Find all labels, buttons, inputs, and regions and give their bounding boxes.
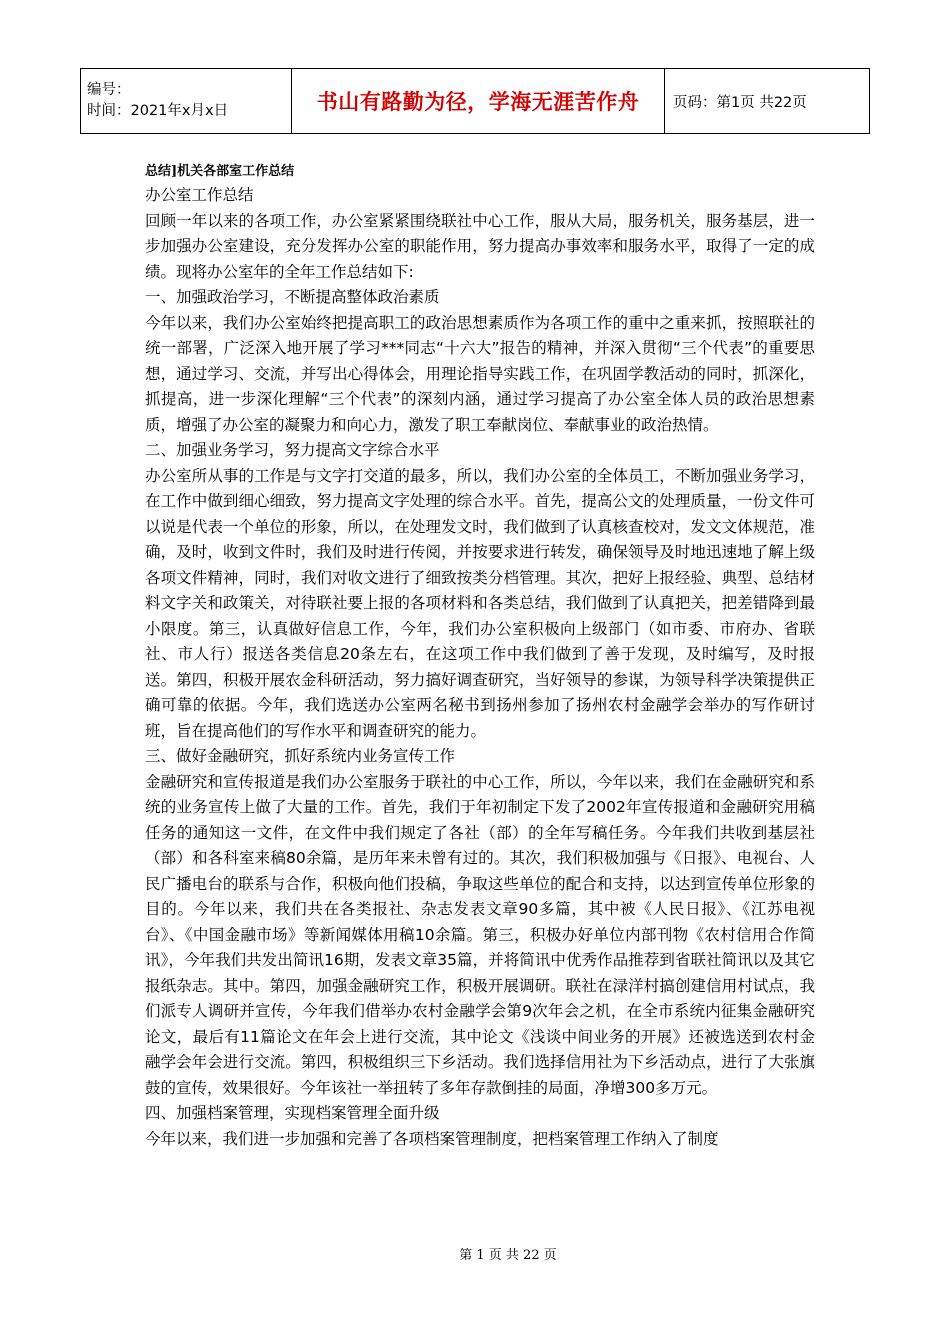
document-title: 总结]机关各部室工作总结 xyxy=(145,164,295,179)
serial-label: 编号： xyxy=(87,82,131,98)
section-heading: 二、加强业务学习，努力提高文字综合水平 xyxy=(145,441,440,459)
document-body xyxy=(145,183,815,1152)
section-heading: 三、做好金融研究，抓好系统内业务宣传工作 xyxy=(145,747,456,765)
header-meta-cell xyxy=(81,69,292,134)
section-heading: 四、加强档案管理，实现档案管理全面升级 xyxy=(145,1104,440,1122)
motto-text: 书山有路勤为径，学海无涯苦作舟 xyxy=(316,90,640,114)
paragraph: 回顾一年以来的各项工作，办公室紧紧围绕联社中心工作，服从大局，服务机关，服务基层，进一步加强办公室建设，充分发挥办公室的职能作用，努力提高办事效率和服务水平，取得了一定的成绩。现将办公室年的全年工作总结如下: xyxy=(145,211,815,281)
paragraph: 金融研究和宣传报道是我们办公室服务于联社的中心工作，所以，今年以来，我们在金融研究和系统的业务宣传上做了大量的工作。首先，我们于年初制定下发了2002年宣传报道和金融研究用稿任务的通知这一文件，在文件中我们规定了各社（部）的全年写稿任务。今年我们共收到基层社（部）和各科室来稿80余篇，是历年来未曾有过的。其次，我们积极加强与《日报》、电视台、人民广播电台的联系与合作，积极向他们投稿，争取这些单位的配合和支持，以达到宣传单位形象的目的。今年以来，我们共在各类报社、杂志发表文章90多篇，其中被《人民日报》、《江苏电视台》、《中国金融市场》等新闻媒体用稿10余篇。第三，积极办好单位内部刊物《农村信用合作简讯》，今年我们共发出简讯16期，发表文章35篇，并将简讯中优秀作品推荐到省联社简讯以及其它报纸杂志。其中。第四，加强金融研究工作，积极开展调研。联社在渌洋村搞创建信用村试点，我们派专人调研并宣传，今年我们借举办农村金融学会第9次年会之机，在全市系统内征集金融研究论文，最后有11篇论文在年会上进行交流，其中论文《浅谈中间业务的开展》还被选送到农村金融学会年会进行交流。第四，积极组织三下乡活动。我们选择信用社为下乡活动点，进行了大张旗鼓的宣传，效果很好。今年该社一举扭转了多年存款倒挂的局面，净增300多万元。 xyxy=(145,772,815,1097)
page-label: 页码：第1页 共22页 xyxy=(673,94,807,111)
paragraph: 今年以来，我们办公室始终把提高职工的政治思想素质作为各项工作的重中之重来抓，按照联社的统一部署，广泛深入地开展了学习***同志“十六大”报告的精神，并深入贯彻“三个代表”的重要思想，通过学习、交流，并写出心得体会，用理论指导实践工作，在巩固学教活动的同时，抓深化，抓提高，进一步深化理解“三个代表”的深刻内涵，通过学习提高了办公室全体人员的政治思想素质，增强了办公室的凝聚力和向心力，激发了职工奉献岗位、奉献事业的政治热情。 xyxy=(145,313,815,434)
time-label: 时间：2021年x月x日 xyxy=(87,103,229,119)
paragraph: 办公室工作总结 xyxy=(145,186,254,204)
page-label-cell xyxy=(665,69,870,134)
section-heading: 一、加强政治学习，不断提高整体政治素质 xyxy=(145,288,440,306)
header-table xyxy=(80,68,870,134)
motto-cell xyxy=(292,69,665,134)
page-footer: 第 1 页 共 22 页 xyxy=(459,1248,557,1263)
paragraph: 今年以来，我们进一步加强和完善了各项档案管理制度，把档案管理工作纳入了制度 xyxy=(145,1129,719,1148)
paragraph: 办公室所从事的工作是与文字打交道的最多，所以，我们办公室的全体员工，不断加强业务学习，在工作中做到细心细致，努力提高文字处理的综合水平。首先，提高公文的处理质量，一份文件可以说是代表一个单位的形象，所以，在处理发文时，我们做到了认真核查校对，发文文体规范，准确，及时，收到文件时，我们及时进行传阅，并按要求进行转发，确保领导及时地迅速地了解上级各项文件精神，同时，我们对收文进行了细致按类分档管理。其次，把好上报经验、典型、总结材料文字关和政策关，对待联社要上报的各项材料和各类总结，我们做到了认真把关，把差错降到最小限度。第三，认真做好信息工作，今年，我们办公室积极向上级部门（如市委、市府办、省联社、市人行）报送各类信息20条左右，在这项工作中我们做到了善于发现，及时编写，及时报送。第四，积极开展农金科研活动，努力搞好调查研究，当好领导的参谋，为领导科学决策提供正确可靠的依据。今年，我们选送办公室两名秘书到扬州参加了扬州农村金融学会举办的写作研讨班，旨在提高他们的写作水平和调查研究的能力。 xyxy=(145,466,815,740)
